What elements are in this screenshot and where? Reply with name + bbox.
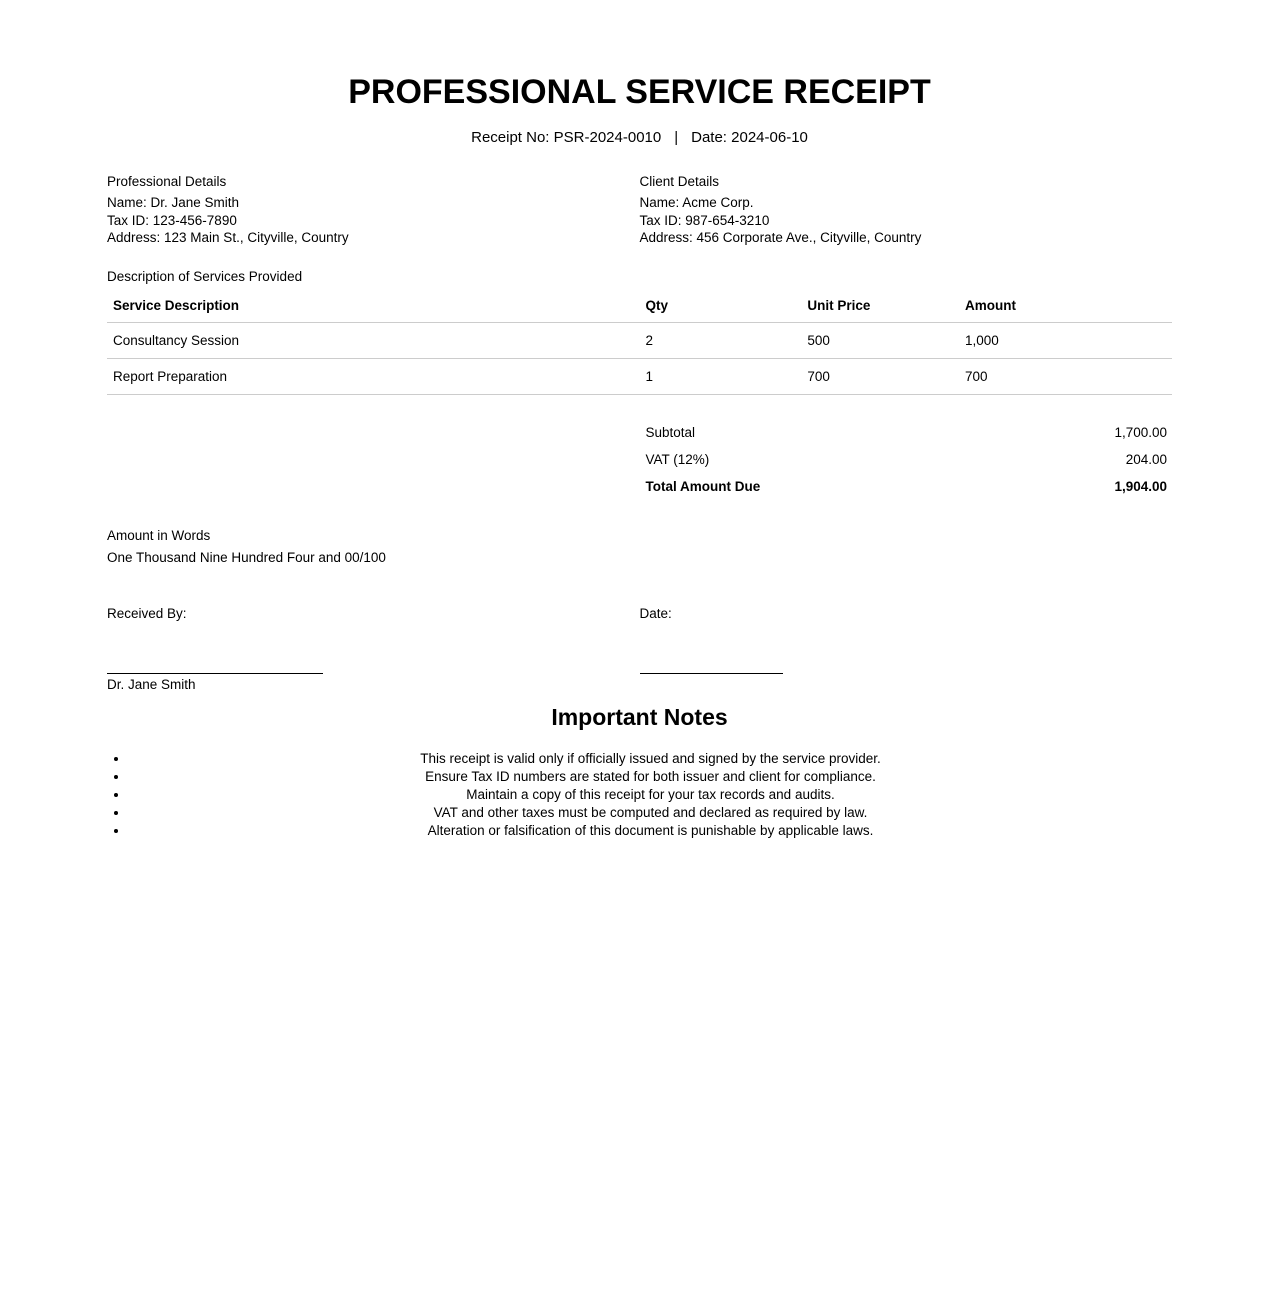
amount-in-words-label: Amount in Words	[107, 528, 211, 544]
total-due-row	[640, 473, 1173, 500]
subtotal-value: 1,700.00	[1114, 425, 1167, 441]
table-row	[107, 359, 1172, 395]
receipt-meta-line	[107, 129, 1172, 147]
client-address: Address: 456 Corporate Ave., Cityville, Country	[639, 229, 922, 245]
cell-qty: 1	[640, 359, 802, 395]
vat-row	[640, 446, 1173, 473]
professional-tax-id: Tax ID: 123-456-7890	[107, 212, 237, 228]
column-header-amount: Amount	[959, 292, 1172, 323]
professional-address: Address: 123 Main St., Cityville, Country	[107, 229, 349, 245]
received-by-label: Received By:	[107, 605, 187, 621]
client-name: Name: Acme Corp.	[639, 195, 754, 211]
important-notes-list	[107, 750, 1172, 839]
receipt-number: Receipt No: PSR-2024-0010	[471, 129, 662, 147]
page-title: PROFESSIONAL SERVICE RECEIPT	[348, 73, 931, 111]
subtotal-row	[640, 419, 1173, 446]
professional-details	[107, 173, 640, 246]
client-details	[640, 173, 1173, 246]
column-header-unit-price: Unit Price	[801, 292, 959, 323]
table-row	[107, 323, 1172, 359]
professional-name: Name: Dr. Jane Smith	[107, 195, 240, 211]
column-header-qty: Qty	[640, 292, 802, 323]
services-section-title: Description of Services Provided	[107, 269, 303, 285]
cell-description: Report Preparation	[107, 359, 640, 395]
meta-separator: |	[674, 129, 679, 147]
subtotal-label: Subtotal	[645, 425, 696, 441]
cell-amount: 1,000	[959, 323, 1172, 359]
table-header-row	[107, 292, 1172, 323]
note-item: • Ensure Tax ID numbers are stated for both issuer and client for compliance.	[129, 768, 1172, 786]
professional-details-title: Professional Details	[107, 174, 227, 190]
cell-qty: 2	[640, 323, 802, 359]
received-by-block	[107, 606, 640, 692]
date-block	[640, 606, 1173, 692]
signatory-name: Dr. Jane Smith	[107, 676, 196, 692]
date-line	[640, 673, 783, 674]
note-item: • VAT and other taxes must be computed and declared as required by law.	[129, 804, 1172, 822]
note-item: • This receipt is valid only if officially issued and signed by the service provider.	[129, 750, 1172, 768]
amount-in-words-text: One Thousand Nine Hundred Four and 00/100	[107, 549, 386, 565]
client-tax-id: Tax ID: 987-654-3210	[639, 212, 770, 228]
totals-section	[640, 419, 1173, 500]
total-due-label: Total Amount Due	[645, 479, 761, 495]
important-notes-title: Important Notes	[551, 703, 728, 730]
note-item: • Alteration or falsification of this document is punishable by applicable laws.	[129, 822, 1172, 840]
vat-label: VAT (12%)	[645, 452, 710, 468]
vat-value: 204.00	[1125, 452, 1167, 468]
signature-section	[107, 606, 1172, 692]
parties-section	[107, 173, 1172, 246]
client-details-title: Client Details	[639, 174, 720, 190]
cell-unit-price: 700	[801, 359, 959, 395]
column-header-service-description: Service Description	[107, 292, 640, 323]
amount-in-words-section	[107, 527, 1172, 566]
signature-line	[107, 673, 323, 674]
note-item: • Maintain a copy of this receipt for your tax records and audits.	[129, 786, 1172, 804]
signature-date-label: Date:	[639, 605, 672, 621]
cell-unit-price: 500	[801, 323, 959, 359]
cell-amount: 700	[959, 359, 1172, 395]
services-table	[107, 292, 1172, 395]
cell-description: Consultancy Session	[107, 323, 640, 359]
receipt-date: Date: 2024-06-10	[691, 129, 808, 147]
total-due-value: 1,904.00	[1114, 479, 1167, 495]
